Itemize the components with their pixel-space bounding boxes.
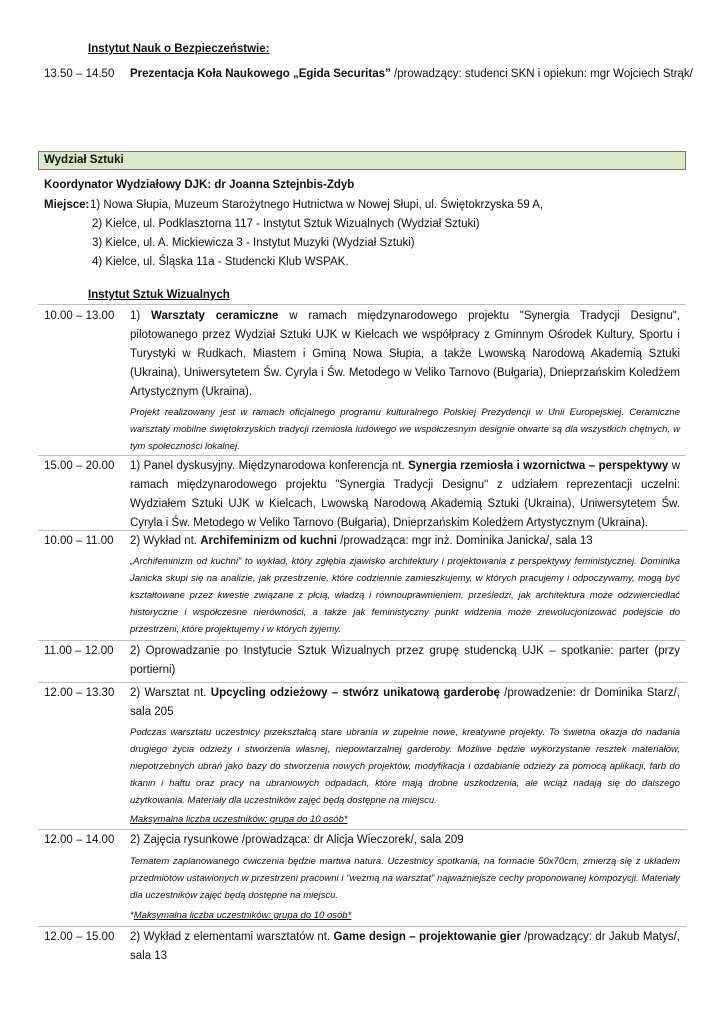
- schedule-row: [44, 457, 680, 533]
- row-divider: [38, 682, 686, 683]
- schedule-row: [44, 307, 680, 402]
- event-time: 12.00 – 13.30: [44, 687, 115, 699]
- event-note: Projekt realizowany jest w ramach oficjalnego programu kulturalnego Polskiej Prezydencji w Unii Europejskiej. Ceramiczne warsztaty mobilne świętokrzyskich tradycji rzemiosła ludowego we współczesnym designie otwarte są dla wszystkich chętnych, w tym społeczności lokalnej.: [130, 407, 680, 452]
- event-description: 2) Zajęcia rysunkowe /prowadząca: dr Alicja Wieczorek/, sala 209: [130, 834, 464, 846]
- event-note: Tematem zaplanowanego ćwiczenia będzie martwa natura. Uczestnicy spotkania, na formacie 50x70cm, zmierzą się z układem przedmiotów ustawionych w przestrzeni pracowni i “wezmą na warsztat” najważniejsze cechy proponowanej kompozycji. Materiały dla uczestników zajęć będą dostępne na miejscu.: [130, 856, 680, 901]
- schedule-row: [44, 532, 680, 551]
- event-time: 11.00 – 12.00: [44, 645, 114, 657]
- faculty-band: [38, 151, 686, 170]
- place-item: 2) Kielce, ul. Podklasztorna 117 - Instytut Sztuk Wizualnych (Wydział Sztuki): [92, 218, 480, 230]
- event-time: 10.00 – 13.00: [44, 310, 115, 322]
- place-item: 3) Kielce, ul. A. Mickiewicza 3 - Instytut Muzyki (Wydział Sztuki): [92, 237, 415, 249]
- faculty-title: Wydział Sztuki: [44, 154, 124, 166]
- row-divider: [38, 455, 686, 456]
- place-item: 4) Kielce, ul. Śląska 11a - Studencki Klub WSPAK.: [92, 256, 349, 268]
- event-description: Prezentacja Koła Naukowego „Egida Securitas” /prowadzący: studenci SKN i opiekun: mgr Wojciech Strąk/: [130, 68, 693, 80]
- faculty-coordinator: Koordynator Wydziałowy DJK: dr Joanna Sztejnbis-Zdyb: [44, 179, 355, 191]
- event-description: 2) Wykład nt. Archifeminizm od kuchni /prowadząca: mgr inż. Dominika Janicka/, sala 13: [130, 535, 593, 547]
- event-description: 2) Warsztat nt. Upcycling odzieżowy – stwórz unikatową garderobę /prowadzenie: dr Dominika Starz/, sala 205: [130, 687, 680, 718]
- schedule-row: [44, 831, 680, 850]
- event-time: 15.00 – 20.00: [44, 460, 115, 472]
- schedule-row: [44, 684, 680, 722]
- places-label: Miejsce:: [44, 199, 90, 211]
- schedule-row: [44, 65, 693, 85]
- row-divider: [38, 829, 686, 830]
- event-note: Podczas warsztatu uczestnicy przekształcą stare ubrania w zupełnie nowe, kreatywne projekty. To świetna okazja do nadania drugiego życia odzieży i stworzenia własnej, niepowtarzalnej garderoby. Możliwe będzie wykorzystanie resztek materiałów, niepotrzebnych ubrań jako bazy do stworzenia nowych projektów, modyfikacja i ozdabianie odzieży za pomocą aplikacji, farb do tkanin i haftu oraz pracy na ubraniowych odpadach, które mają drobne uszkodzenia, ale wciąż nadają się do dalszego użytkowania. Materiały dla uczestników zajęć będą dostępne na miejscu.: [130, 727, 680, 806]
- row-divider: [38, 304, 686, 305]
- row-divider: [38, 530, 686, 531]
- participant-limit: Maksymalna liczba uczestników: grupa do 10 osób*: [130, 814, 348, 825]
- event-description: 1) Panel dyskusyjny. Międzynarodowa konferencja nt. Synergia rzemiosła i wzornictwa – perspektywy w ramach międzynarodowego projektu "Synergia Tradycji Designu" z udziałem reprezentacji uczelni: Wydziałem Sztuki UJK w Kielcach, Lwowską Narodową Akademią Sztuki (Ukraina), Uniwersytetem Św. Cyryla i Św. Metodego w Veliko Tarnovo (Bułgaria), Dnieprzańskim Koledżem Artystycznym (Ukraina).: [130, 460, 681, 529]
- event-time: 13.50 – 14.50: [44, 68, 115, 80]
- row-divider: [38, 926, 686, 927]
- event-description: 2) Oprowadzanie po Instytucie Sztuk Wizualnych przez grupę studencką UJK – spotkanie: parter (przy portierni): [130, 645, 680, 676]
- event-description: 1) Warsztaty ceramiczne w ramach międzynarodowego projektu "Synergia Tradycji Designu", pilotowanego przez Wydział Sztuki UJK w Kielcach we współpracy z Gminnym Ośrodek Kultury, Sportu i Turystyki w Rudkach, Miastem i Gminą Nowa Słupia, a także Lwowską Narodową Akademią Sztuki (Ukraina), Uniwersytetem Św. Cyryla i Św. Metodego w Veliko Tarnovo (Bułgaria), Dnieprzańskim Koledżem Artystycznym (Ukraina).: [130, 310, 681, 398]
- institute-security-heading: Instytut Nauk o Bezpieczeństwie:: [88, 43, 270, 55]
- schedule-row: [44, 642, 680, 680]
- participant-limit: *Maksymalna liczba uczestników: grupa do 10 osób*: [130, 910, 352, 921]
- event-time: 10.00 – 11.00: [44, 535, 114, 547]
- event-note: „Archifeminizm od kuchni” to wykład, który zgłębia zjawisko architektury i projektowania z perspektywy feministycznej. Dominika Janicka skupi się na analizie, jak przestrzenie, które codziennie zamieszkujemy, w których pracujemy i odpoczywamy, mogą być kształtowane przez kwestie związane z płcią, władzą i równouprawnieniem, prześledzi, jak architektura może odzwierciedlać historyczne i współczesne nierówności, a także jak feministyczny punkt widzenia może zrewolucjonizować podejście do przestrzeni, które projektujemy i w których żyjemy.: [130, 556, 680, 635]
- place-item: 1) Nowa Słupia, Muzeum Starożytnego Hutnictwa w Nowej Słupi, ul. Świętokrzyska 59 A,: [90, 199, 544, 211]
- institute-visual-arts-heading: Instytut Sztuk Wizualnych: [88, 289, 230, 301]
- event-description: 2) Wykład z elementami warsztatów nt. Game design – projektowanie gier /prowadzący: dr Jakub Matys/, sala 13: [130, 931, 680, 962]
- event-time: 12.00 – 15.00: [44, 931, 115, 943]
- schedule-row: [44, 928, 680, 966]
- row-divider: [38, 640, 686, 641]
- event-time: 12.00 – 14.00: [44, 834, 115, 846]
